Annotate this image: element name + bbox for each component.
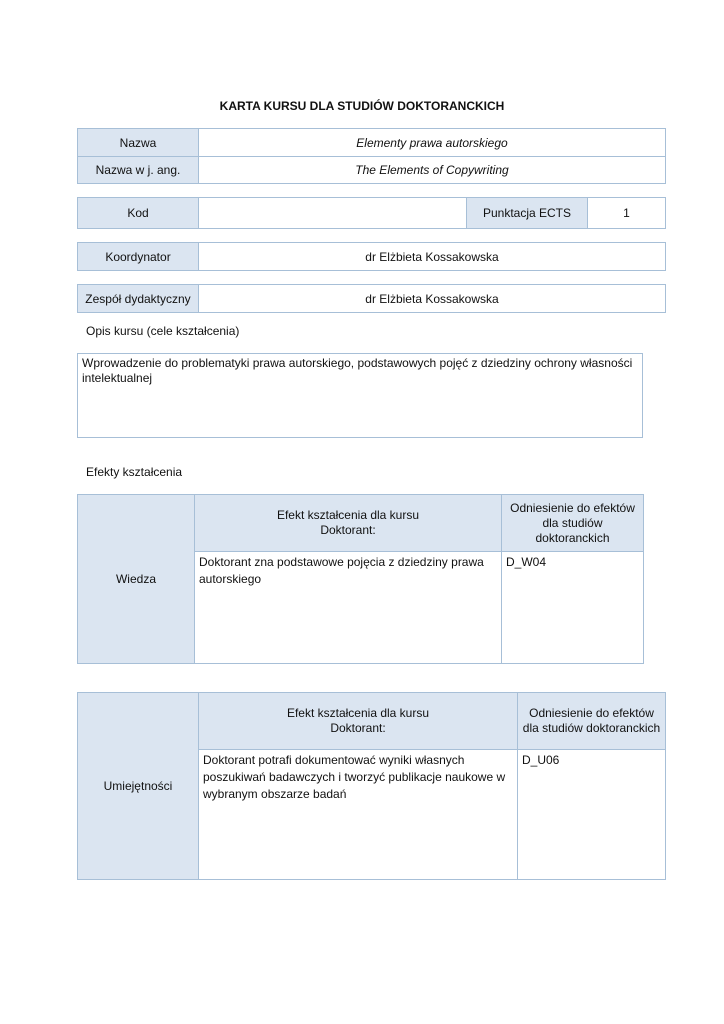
knowledge-reference-header: Odniesienie do efektów dla studiów doktoranckich [502,495,644,552]
code-value [199,198,467,229]
skills-reference-header: Odniesienie do efektów dla studiów doktoranckich [518,693,666,750]
skills-effect-header-line2: Doktorant: [330,721,386,735]
ects-label: Punktacja ECTS [467,198,588,229]
course-description-box [77,353,643,438]
code-table [77,197,666,229]
skills-reference-code: D_U06 [518,750,666,880]
knowledge-effect-header-line1: Efekt kształcenia dla kursu [276,508,420,522]
course-description-label: Opis kursu (cele kształcenia) [86,324,240,338]
coordinator-table [77,242,666,271]
name-value: Elementy prawa autorskiego [199,129,666,157]
code-label: Kod [78,198,199,229]
course-name-table [77,128,666,184]
knowledge-reference-code: D_W04 [502,552,644,664]
skills-outcomes-table [77,692,666,880]
skills-category: Umiejętności [78,693,199,880]
coordinator-label: Koordynator [78,243,199,271]
course-description-text: Wprowadzenie do problematyki prawa autorskiego, podstawowych pojęć z dziedziny ochrony własności intelektualnej [82,356,633,385]
name-label: Nazwa [78,129,199,157]
knowledge-effect-header-line2: Doktorant: [320,523,376,537]
teaching-team-value: dr Elżbieta Kossakowska [199,285,666,313]
coordinator-value: dr Elżbieta Kossakowska [199,243,666,271]
knowledge-effect-header [195,495,502,552]
learning-outcomes-label: Efekty kształcenia [86,465,183,479]
page-title: KARTA KURSU DLA STUDIÓW DOKTORANCKICH [219,99,505,113]
knowledge-outcomes-table [77,494,644,664]
english-name-label: Nazwa w j. ang. [78,157,199,184]
ects-value: 1 [588,198,666,229]
teaching-team-table [77,284,666,313]
teaching-team-label: Zespół dydaktyczny [78,285,199,313]
skills-effect-text: Doktorant potrafi dokumentować wyniki własnych poszukiwań badawczych i tworzyć publikacje naukowe w wybranym obszarze badań [199,750,518,880]
skills-effect-header [199,693,518,750]
knowledge-effect-text: Doktorant zna podstawowe pojęcia z dziedziny prawa autorskiego [195,552,502,664]
english-name-value: The Elements of Copywriting [199,157,666,184]
skills-effect-header-line1: Efekt kształcenia dla kursu [286,706,430,720]
knowledge-category: Wiedza [78,495,195,664]
